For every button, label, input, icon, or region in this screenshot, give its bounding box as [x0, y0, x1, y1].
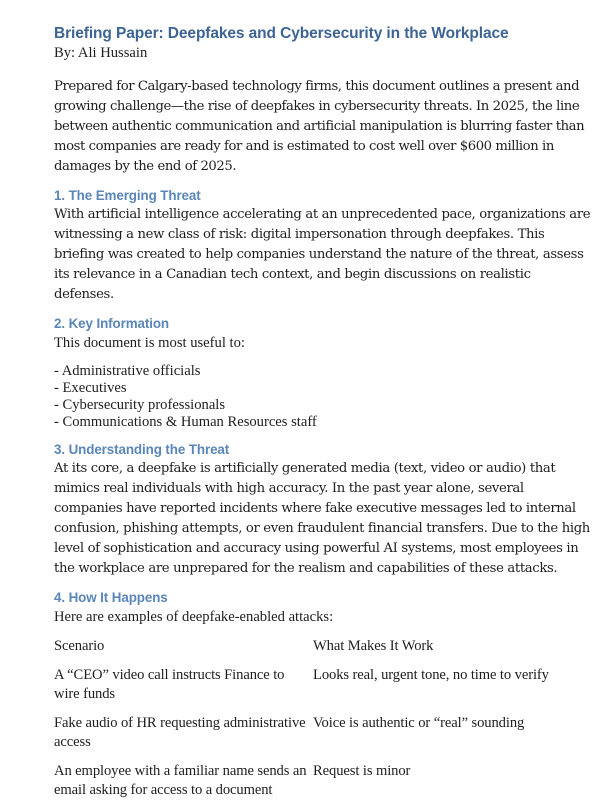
- table-cell-scenario: An employee with a familiar name sends an email asking for access to a document: [54, 763, 307, 798]
- document-page: [54, 24, 594, 810]
- column-header-scenario: Scenario: [54, 638, 105, 654]
- section-heading: 1. The Emerging Threat: [54, 188, 201, 203]
- section-heading: 2. Key Information: [54, 316, 170, 331]
- section-understanding-threat: [54, 441, 594, 579]
- table-cell-scenario: A “CEO” video call instructs Finance to wire funds: [54, 667, 285, 702]
- section-body: At its core, a deepfake is artificially generated media (text, video or audio) that mimics real individuals with high accuracy. In the past year alone, several companies have reported incidents where fake executive messages led to internal confusion, phishing attempts, or even fraudulent financial transfers. Due to the high level of sophistication and accuracy using powerful AI systems, most employees in the workplace are unprepared for the realism and capabilities of these attacks.: [54, 461, 590, 576]
- section-body: With artificial intelligence accelerating at an unprecedented pace, organizations are witnessing a new class of risk: digital impersonation through deepfakes. This briefing was created to help companies understand the nature of the threat, assess its relevance in a Canadian tech context, and begin discussions on realistic defenses.: [54, 207, 591, 302]
- list-item: - Communications & Human Resources staff: [54, 414, 317, 430]
- table-header-row: [54, 637, 594, 666]
- table-cell-reason: Request is minor: [313, 763, 411, 779]
- table-row: [54, 666, 594, 714]
- section-how-it-happens: [54, 589, 594, 810]
- table-cell-reason: Looks real, urgent tone, no time to verify: [313, 667, 549, 683]
- section-heading: 3. Understanding the Threat: [54, 442, 230, 457]
- table-cell-scenario: Fake audio of HR requesting administrative access: [54, 715, 306, 750]
- list-item: - Cybersecurity professionals: [54, 397, 226, 413]
- intro-paragraph: Prepared for Calgary-based technology firms, this document outlines a present and growing challenge—the rise of deepfakes in cybersecurity threats. In 2025, the line between authentic communication and artificial manipulation is blurring faster than most companies are ready for and is estimated to cost well over $600 million in damages by the end of 2025.: [54, 79, 585, 174]
- list-item: - Executives: [54, 380, 127, 396]
- audience-list: [54, 363, 594, 431]
- table-row: [54, 714, 594, 762]
- section-body: This document is most useful to:: [54, 335, 245, 351]
- section-body: Here are examples of deepfake-enabled attacks:: [54, 609, 334, 625]
- list-item: - Administrative officials: [54, 363, 201, 379]
- author-byline: By: Ali Hussain: [54, 45, 148, 61]
- section-emerging-threat: [54, 187, 594, 305]
- document-title: Briefing Paper: Deepfakes and Cybersecurity in the Workplace: [54, 25, 509, 42]
- section-key-information: [54, 315, 594, 431]
- column-header-what-makes-it-work: What Makes It Work: [313, 638, 434, 654]
- attack-examples-table: [54, 637, 594, 810]
- table-row: [54, 762, 594, 810]
- section-heading: 4. How It Happens: [54, 590, 168, 605]
- table-cell-reason: Voice is authentic or “real” sounding: [313, 715, 525, 731]
